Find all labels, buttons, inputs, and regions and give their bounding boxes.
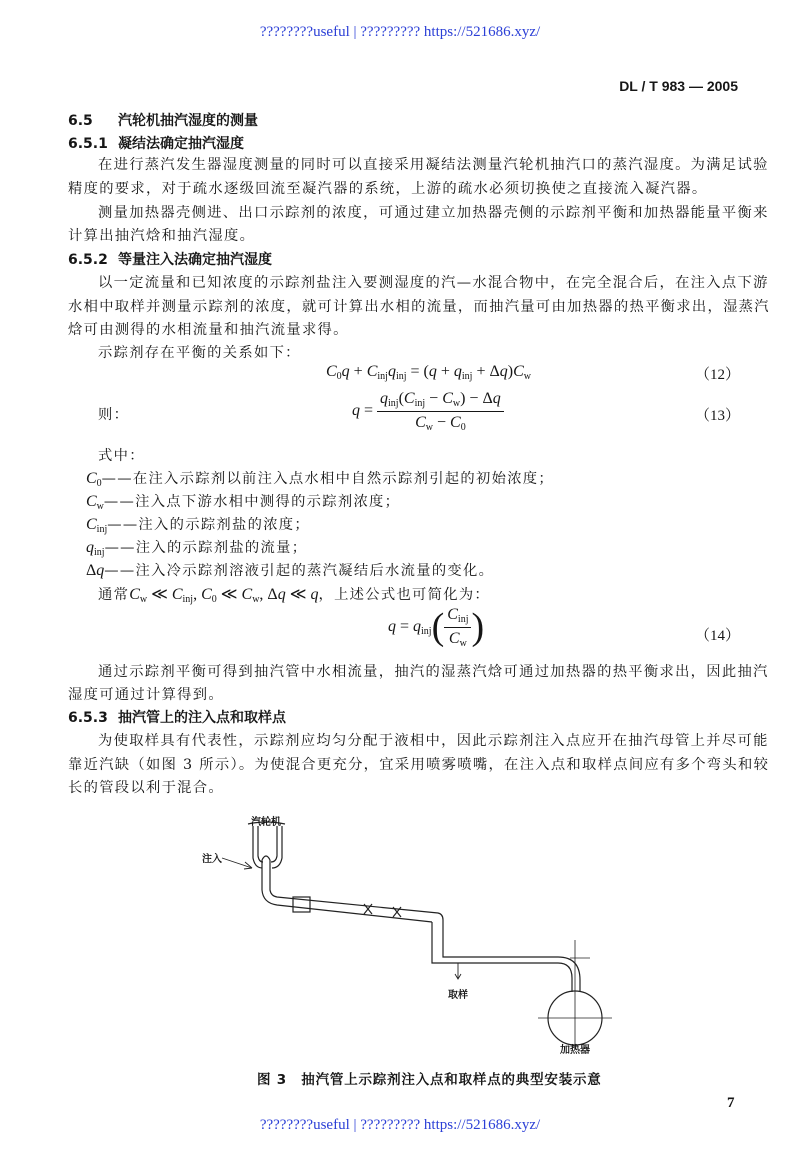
standard-code: DL / T 983 — 2005 — [619, 78, 738, 94]
paragraph-line: 焓可由测得的水相流量和抽汽流量求得。 — [68, 322, 349, 338]
math-subscript: w — [459, 637, 467, 649]
math-subscript: w — [96, 501, 104, 512]
figure-label-heater: 加热器 — [560, 1045, 590, 1056]
math-operator: , Δ — [259, 586, 278, 603]
math-operator: ( — [398, 390, 404, 407]
paragraph-line: 长的管段以利于混合。 — [68, 780, 224, 796]
figure-label-inject: 注入 — [202, 854, 222, 865]
paragraph-line: 为使取样具有代表性，示踪剂应均匀分配于液相中，因此示踪剂注入点应开在抽汽母管上并尽可能 — [98, 733, 769, 749]
math-variable: C — [448, 629, 460, 647]
math-operator: , — [193, 586, 202, 603]
math-subscript: inj — [94, 547, 105, 558]
math-variable: C — [201, 586, 212, 603]
math-subscript: 0 — [460, 422, 466, 433]
math-subscript: inj — [457, 613, 469, 625]
definition-text: ——注入的示踪剂盐的浓度； — [107, 517, 310, 533]
section-title: 抽汽管上的注入点和取样点 — [118, 710, 286, 726]
math-subscript: inj — [96, 524, 108, 535]
left-paren: ( — [431, 606, 445, 648]
math-variable: C — [86, 493, 97, 510]
equation-number: （12） — [694, 367, 740, 383]
paragraph-line: 湿度可通过计算得到。 — [68, 687, 224, 703]
definition-text: ——注入冷示踪剂溶液引起的蒸汽凝结后水流量的变化。 — [104, 563, 495, 579]
math-variable: C — [415, 414, 426, 431]
math-subscript: w — [139, 594, 148, 605]
paragraph-line: 测量加热器壳侧进、出口示踪剂的浓度，可通过建立加热器壳侧的示踪剂平衡和加热器能量平衡来 — [98, 205, 769, 221]
section-number: 6.5.1 — [68, 136, 108, 152]
math-operator: ≪ — [216, 586, 242, 603]
math-subscript: inj — [182, 594, 194, 605]
math-variable: C — [326, 363, 337, 380]
math-operator: ) — [507, 363, 514, 380]
math-variable: C — [86, 470, 97, 487]
math-variable: q — [388, 617, 396, 635]
math-operator: ≪ — [285, 586, 311, 603]
math-variable: q — [310, 586, 319, 603]
section-title: 凝结法确定抽汽湿度 — [118, 136, 244, 152]
math-variable: q — [341, 363, 350, 380]
then-label: 则： — [98, 407, 130, 423]
section-title: 等量注入法确定抽汽湿度 — [118, 252, 272, 268]
math-subscript: w — [452, 398, 461, 409]
text: ，上述公式也可简化为： — [318, 587, 491, 603]
math-variable: q — [352, 402, 360, 420]
math-variable: q — [428, 363, 437, 380]
math-operator: + — [436, 363, 454, 380]
arrows — [222, 858, 461, 979]
figure-label-sample: 取样 — [448, 990, 468, 1001]
right-paren: ) — [471, 606, 485, 648]
math-variable: q — [380, 390, 389, 407]
math-subscript: inj — [395, 371, 407, 382]
text: 通常 — [98, 587, 130, 603]
math-subscript: w — [523, 371, 531, 382]
figure-caption: 图 3 抽汽管上示踪剂注入点和取样点的典型安装示意 — [257, 1072, 602, 1088]
math-subscript: inj — [414, 398, 426, 409]
turbine-icon — [248, 822, 285, 868]
math-operator: = — [396, 617, 414, 635]
equation-number: （14） — [694, 628, 740, 644]
paragraph-line: 示踪剂存在平衡的关系如下： — [98, 345, 301, 361]
math-subscript: 0 — [336, 371, 342, 382]
section-title: 汽轮机抽汽湿度的测量 — [118, 113, 258, 129]
watermark-link-top[interactable]: ????????useful | ????????? https://521686.xyz/ — [259, 24, 541, 40]
math-subscript: inj — [377, 371, 388, 382]
math-variable: q — [277, 586, 286, 603]
math-variable: C — [241, 586, 253, 603]
section-number: 6.5 — [68, 113, 93, 129]
definition-text: ——注入点下游水相中测得的示踪剂浓度； — [103, 494, 401, 510]
definition-text: ——注入的示踪剂盐的流量； — [104, 540, 308, 556]
paragraph-line: 水相中取样并测量示踪剂的浓度，就可计算出水相的流量，而抽汽量可由加热器的热平衡求出，湿蒸汽 — [68, 299, 770, 315]
definition-text: ——在注入示踪剂以前注入点水相中自然示踪剂引起的初始浓度； — [101, 471, 554, 487]
math-variable: C — [403, 390, 415, 407]
math-subscript: inj — [421, 625, 432, 637]
math-variable: q — [96, 562, 105, 579]
paragraph-line: 在进行蒸汽发生器湿度测量的同时可以直接采用凝结法测量汽轮机抽汽口的蒸汽湿度。为满足试验 — [98, 157, 769, 173]
equation-number: （13） — [694, 408, 740, 424]
extraction-pipe — [262, 856, 580, 992]
figure-label-turbine: 汽轮机 — [251, 817, 281, 828]
math-subscript: 0 — [211, 594, 217, 605]
math-operator: ≪ — [147, 586, 172, 603]
math-variable: q — [86, 539, 94, 556]
watermark-link-bottom[interactable]: ????????useful | ????????? https://521686.xyz/ — [259, 1117, 541, 1133]
math-variable: C — [129, 586, 140, 603]
where-label: 式中： — [98, 448, 145, 464]
math-operator: + Δ — [472, 363, 500, 380]
math-subscript: w — [252, 594, 260, 605]
math-variable: C — [442, 390, 453, 407]
paragraph-line: 精度的要求，对于疏水逐级回流至凝汽器的系统，上游的疏水必须切换使之直接流入凝汽器。 — [68, 181, 708, 197]
math-variable: C — [171, 586, 183, 603]
math-operator: + — [349, 363, 367, 380]
math-variable: q — [413, 617, 422, 635]
section-number: 6.5.2 — [68, 252, 108, 268]
paragraph-line: 通过示踪剂平衡可得到抽汽管中水相流量，抽汽的湿蒸汽焓可通过加热器的热平衡求出，因此抽汽 — [98, 664, 769, 680]
math-subscript: inj — [461, 371, 473, 382]
paragraph-line: 靠近汽缺（如图 3 所示）。为使混合更充分，宜采用喷雾喷嘴，在注入点和取样点间应有多个弯头和较 — [68, 757, 770, 773]
math-subscript: inj — [388, 398, 399, 409]
math-operator: = — [360, 402, 374, 420]
math-variable: q — [453, 363, 462, 380]
math-variable: q — [499, 363, 508, 380]
math-variable: C — [86, 516, 97, 533]
math-operator: − — [432, 414, 451, 431]
math-variable: C — [513, 363, 524, 380]
math-variable: q — [387, 363, 396, 380]
math-variable: C — [450, 414, 461, 431]
math-operator: = ( — [406, 363, 429, 380]
math-operator: − — [425, 390, 443, 407]
math-operator: ) − Δ — [460, 390, 493, 407]
math-operator: Δ — [86, 562, 97, 579]
paragraph-line: 以一定流量和已知浓度的示踪剂盐注入要测湿度的汽—水混合物中，在完全混合后，在注入点下游 — [98, 275, 769, 291]
math-variable: C — [366, 363, 378, 380]
section-number: 6.5.3 — [68, 710, 108, 726]
paragraph-line: 计算出抽汽焓和抽汽湿度。 — [68, 228, 256, 244]
page-number: 7 — [727, 1095, 735, 1111]
math-variable: C — [447, 605, 458, 623]
math-variable: q — [492, 390, 501, 407]
math-subscript: w — [425, 422, 433, 433]
math-subscript: 0 — [96, 478, 102, 489]
